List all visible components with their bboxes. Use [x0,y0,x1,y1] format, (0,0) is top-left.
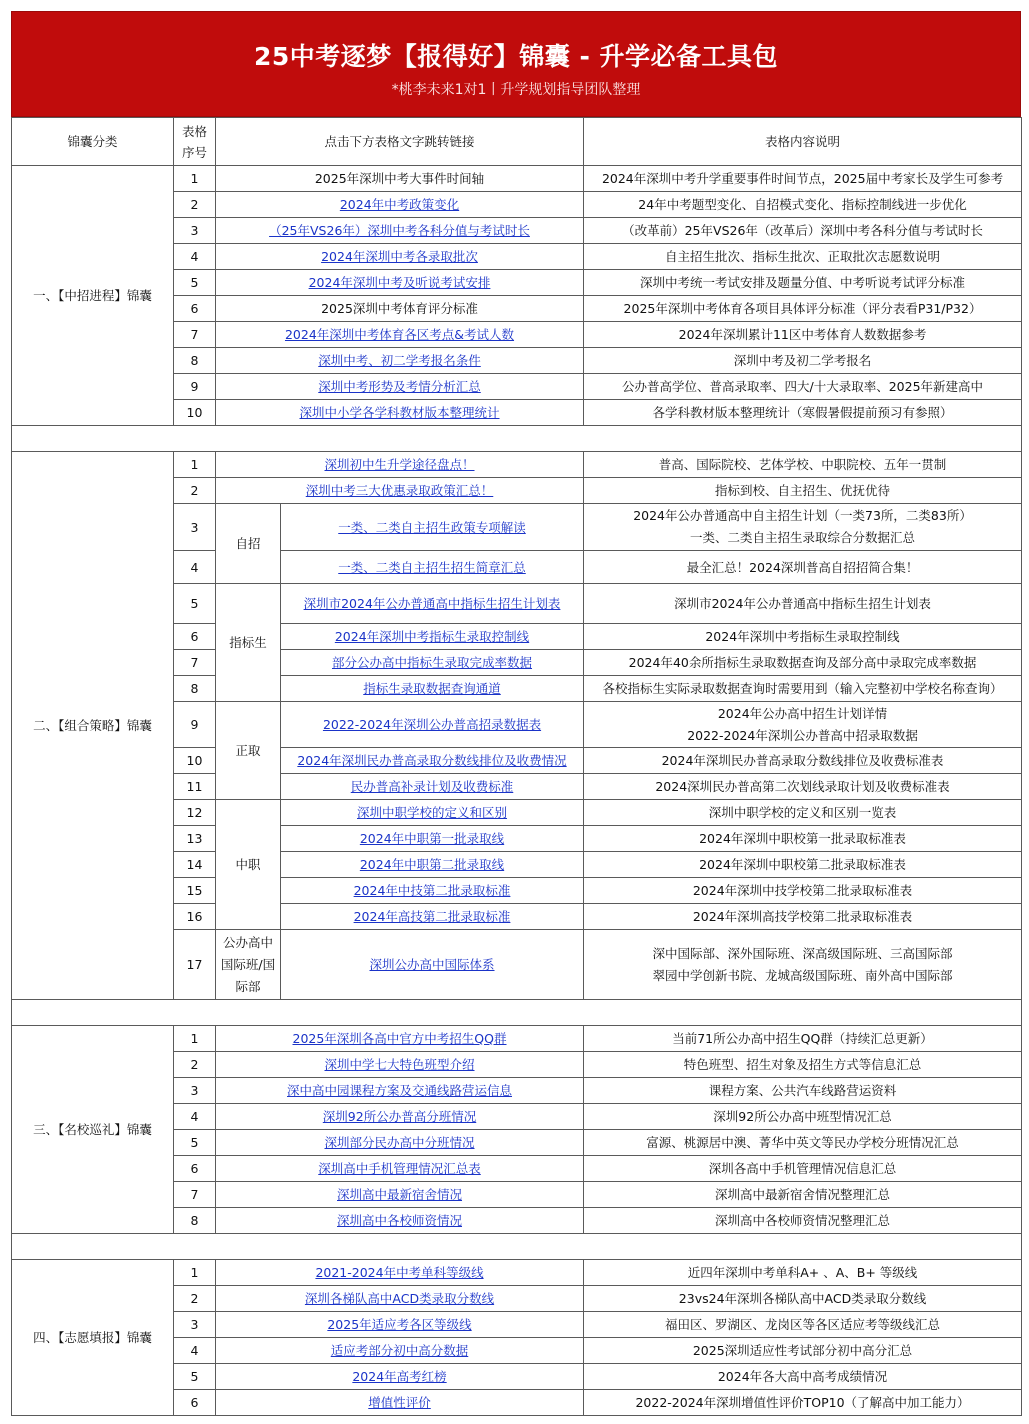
row-number: 3 [174,218,216,244]
row-link-cell [216,1390,584,1416]
row-link-cell [216,1156,584,1182]
row-description: 深圳中职学校的定义和区别一览表 [584,800,1022,826]
row-link-cell [216,270,584,296]
row-description: 2024年40余所指标生录取数据查询及部分高中录取完成率数据 [584,650,1022,676]
row-number: 9 [174,702,216,748]
row-description: 公办普高学位、普高录取率、四大/十大录取率、2025年新建高中 [584,374,1022,400]
row-link[interactable]: 2024年中考政策变化 [339,197,460,212]
row-link-cell [281,702,584,748]
row-number: 3 [174,1078,216,1104]
row-link[interactable]: （25年VS26年）深圳中考各科分值与考试时长 [269,223,530,238]
subcategory-cell: 公办高中国际班/国际部 [216,930,281,1000]
category-cell: 一、【中招进程】锦囊 [12,166,174,426]
row-number: 17 [174,930,216,1000]
row-description [584,930,1022,1000]
row-link-cell [216,1104,584,1130]
header-banner [11,11,1021,117]
row-link[interactable]: 深圳各梯队高中ACD类录取分数线 [304,1291,495,1306]
column-header-category: 锦囊分类 [12,118,174,166]
row-link[interactable]: 2024年中职第二批录取线 [359,857,505,872]
row-link-cell [216,1208,584,1234]
row-link-cell [281,748,584,774]
row-link[interactable]: 深圳高中各校师资情况 [337,1213,463,1228]
row-description: 2024年深圳中职校第二批录取标准表 [584,852,1022,878]
row-description: 特色班型、招生对象及招生方式等信息汇总 [584,1052,1022,1078]
row-link-cell [216,400,584,426]
row-link[interactable]: 民办普高补录计划及收费标准 [350,779,514,794]
row-link[interactable]: 深圳中考、初二学考报名条件 [318,353,481,368]
row-description: 2025年深圳中考体育各项目具体评分标准（评分表看P31/P32） [584,296,1022,322]
row-number: 4 [174,244,216,270]
row-number: 4 [174,551,216,584]
row-number: 6 [174,1390,216,1416]
table-row [12,166,1022,192]
row-link-cell [281,584,584,624]
table-header-row [12,118,1022,166]
row-link[interactable]: 深圳初中生升学途径盘点！ [324,457,475,472]
row-number: 3 [174,1312,216,1338]
row-number: 11 [174,774,216,800]
row-description-line: 2024年公办高中招生计划详情 [717,705,888,721]
row-link[interactable]: 深圳中考三大优惠录取政策汇总！ [305,483,494,498]
row-number: 7 [174,1182,216,1208]
row-number: 6 [174,296,216,322]
row-description: 深圳92所公办高中班型情况汇总 [584,1104,1022,1130]
row-description: 2024年深圳中考指标生录取控制线 [584,624,1022,650]
page-title: 25中考逐梦【报得好】锦囊 - 升学必备工具包 [253,42,779,71]
row-number: 5 [174,1364,216,1390]
row-link-cell [281,904,584,930]
page-subtitle: *桃李未来1对1丨升学规划指导团队整理 [391,82,641,98]
row-number: 3 [174,504,216,551]
row-number: 16 [174,904,216,930]
row-number: 2 [174,192,216,218]
row-link[interactable]: 2024年高考红榜 [352,1369,447,1384]
row-link-cell [216,1182,584,1208]
row-description: 2022-2024年深圳增值性评价TOP10（了解高中加工能力） [584,1390,1022,1416]
row-link[interactable]: 2024年高技第二批录取标准 [353,909,511,924]
row-link-cell [281,504,584,551]
row-link[interactable]: 一类、二类自主招生招生简章汇总 [338,559,526,575]
row-link[interactable]: 深圳高中最新宿舍情况 [337,1187,463,1202]
table-row [12,1260,1022,1286]
row-link[interactable]: 深圳公办高中国际体系 [369,957,495,972]
spreadsheet [11,11,1021,1416]
row-link-cell [216,374,584,400]
row-description-line: 2024年公办普通高中自主招生计划（一类73所，二类83所） [633,508,972,523]
row-description: 深圳高中各校师资情况整理汇总 [584,1208,1022,1234]
category-cell: 二、【组合策略】锦囊 [12,452,174,1000]
row-number: 8 [174,676,216,702]
subcategory-cell: 中职 [216,800,281,930]
row-description: 2024深圳民办普高第二次划线录取计划及收费标准表 [584,774,1022,800]
row-description: 深圳市2024年公办普通高中指标生招生计划表 [584,584,1022,624]
row-description: 2025深圳适应性考试部分初中高分汇总 [584,1338,1022,1364]
row-link-cell [281,774,584,800]
row-link-cell [216,322,584,348]
row-number: 1 [174,452,216,478]
row-number: 15 [174,878,216,904]
row-description-line: 2022-2024年深圳公办普高中招录取数据 [687,727,918,743]
section-spacer [12,426,1022,452]
row-link-cell [216,1260,584,1286]
row-link-cell [216,192,584,218]
row-number: 7 [174,322,216,348]
row-number: 1 [174,166,216,192]
row-description: 富源、桃源居中澳、菁华中英文等民办学校分班情况汇总 [584,1130,1022,1156]
row-link-cell [281,676,584,702]
row-link-cell [216,478,584,504]
category-cell: 三、【名校巡礼】锦囊 [12,1026,174,1234]
row-link[interactable]: 增值性评价 [368,1395,431,1410]
row-number: 2 [174,478,216,504]
row-link[interactable]: 2024年深圳民办普高录取分数线排位及收费情况 [297,753,567,768]
row-number: 2 [174,1052,216,1078]
row-number: 4 [174,1338,216,1364]
row-description: 指标到校、自主招生、优抚优待 [584,478,1022,504]
row-link[interactable]: 2024年深圳中考及听说考试安排 [308,275,491,290]
row-link-cell [281,551,584,584]
row-link-cell [216,1312,584,1338]
row-link[interactable]: 深圳中学七大特色班型介绍 [324,1057,475,1072]
row-description: 各学科教材版本整理统计（寒假暑假提前预习有参照） [584,400,1022,426]
row-number: 4 [174,1104,216,1130]
row-description [584,504,1022,551]
row-description: 深圳高中最新宿舍情况整理汇总 [584,1182,1022,1208]
row-number: 14 [174,852,216,878]
row-link-cell [281,826,584,852]
row-link-cell [216,348,584,374]
row-description: （改革前）25年VS26年（改革后）深圳中考各科分值与考试时长 [584,218,1022,244]
row-link-cell [216,218,584,244]
row-number: 6 [174,1156,216,1182]
row-description-line: 一类、二类自主招生录取综合分数据汇总 [690,530,916,545]
row-number: 12 [174,800,216,826]
row-number: 7 [174,650,216,676]
category-cell: 四、【志愿填报】锦囊 [12,1260,174,1416]
row-link[interactable]: 2024年深圳中考体育各区考点&考试人数 [284,327,515,342]
row-link[interactable]: 深圳中考形势及考情分析汇总 [318,379,481,394]
row-description: 自主招生批次、指标生批次、正取批次志愿数说明 [584,244,1022,270]
row-link-cell [281,930,584,1000]
row-link[interactable]: 部分公办高中指标生录取完成率数据 [332,655,533,670]
row-description: 课程方案、公共汽车线路营运资料 [584,1078,1022,1104]
column-header-desc: 表格内容说明 [584,118,1022,166]
subcategory-cell: 正取 [216,702,281,800]
row-description: 2024年深圳累计11区中考体育人数数据参考 [584,322,1022,348]
row-link-cell [216,452,584,478]
row-number: 1 [174,1026,216,1052]
row-description: 2024年各大高中高考成绩情况 [584,1364,1022,1390]
row-link-cell [216,1078,584,1104]
table-row [12,1026,1022,1052]
row-link-cell [216,1286,584,1312]
row-link[interactable]: 2024年中技第二批录取标准 [353,883,511,898]
row-link-cell [216,1130,584,1156]
row-link-text: 2025深圳中考体育评分标准 [216,296,584,322]
row-link[interactable]: 指标生录取数据查询通道 [363,681,501,696]
row-number: 13 [174,826,216,852]
row-number: 2 [174,1286,216,1312]
row-link-cell [216,1364,584,1390]
row-description: 福田区、罗湖区、龙岗区等各区适应考等级线汇总 [584,1312,1022,1338]
row-number: 8 [174,1208,216,1234]
column-header-number: 表格序号 [174,118,216,166]
row-link[interactable]: 2024年中职第一批录取线 [359,831,505,846]
row-description-line: 深中国际部、深外国际班、深高级国际班、三高国际部 [652,945,953,961]
section-spacer [12,1000,1022,1026]
row-description: 2024年深圳中职校第一批录取标准表 [584,826,1022,852]
row-description: 2024年深圳高技学校第二批录取标准表 [584,904,1022,930]
row-link-text: 2025年深圳中考大事件时间轴 [216,166,584,192]
row-description: 23vs24年深圳各梯队高中ACD类录取分数线 [584,1286,1022,1312]
row-link[interactable]: 深圳中职学校的定义和区别 [357,805,508,820]
row-link[interactable]: 2025年适应考各区等级线 [327,1317,472,1332]
row-link-cell [281,852,584,878]
row-link[interactable]: 适应考部分初中高分数据 [330,1343,469,1358]
row-link-cell [281,800,584,826]
subcategory-cell: 自招 [216,504,281,584]
row-description: 2024年深圳中考升学重要事件时间节点，2025届中考家长及学生可参考 [584,166,1022,192]
row-link[interactable]: 深圳部分民办高中分班情况 [324,1135,475,1150]
row-link[interactable]: 一类、二类自主招生政策专项解读 [338,519,526,535]
row-link-cell [216,244,584,270]
table-row [12,452,1022,478]
row-link[interactable]: 深中高中园课程方案及交通线路营运信息 [287,1083,513,1098]
row-description: 深圳中考统一考试安排及题量分值、中考听说考试评分标准 [584,270,1022,296]
row-link[interactable]: 2021-2024年中考单科等级线 [315,1265,484,1280]
column-header-link: 点击下方表格文字跳转链接 [216,118,584,166]
row-number: 5 [174,1130,216,1156]
row-link[interactable]: 深圳92所公办普高分班情况 [322,1109,477,1124]
row-description: 近四年深圳中考单科A+ 、A、B+ 等级线 [584,1260,1022,1286]
row-number: 6 [174,624,216,650]
row-number: 1 [174,1260,216,1286]
row-description: 各校指标生实际录取数据查询时需要用到（输入完整初中学校名称查询） [584,676,1022,702]
row-link[interactable]: 深圳高中手机管理情况汇总表 [318,1161,481,1176]
row-description: 最全汇总！2024深圳普高自招招简合集！ [584,551,1022,584]
row-description: 2024年深圳中技学校第二批录取标准表 [584,878,1022,904]
row-link[interactable]: 2024年深圳中考指标生录取控制线 [334,629,530,644]
row-number: 10 [174,400,216,426]
row-number: 9 [174,374,216,400]
row-link-cell [281,650,584,676]
row-description: 深圳各高中手机管理情况信息汇总 [584,1156,1022,1182]
row-link[interactable]: 2024年深圳中考各录取批次 [321,249,478,264]
row-number: 8 [174,348,216,374]
row-link[interactable]: 2025年深圳各高中官方中考招生QQ群 [292,1031,507,1046]
row-number: 5 [174,270,216,296]
row-link-cell [281,878,584,904]
row-number: 10 [174,748,216,774]
row-description [584,702,1022,748]
row-description: 深圳中考及初二学考报名 [584,348,1022,374]
row-link[interactable]: 深圳中小学各学科教材版本整理统计 [299,405,500,420]
row-description: 当前71所公办高中招生QQ群（持续汇总更新） [584,1026,1022,1052]
row-link-cell [216,1052,584,1078]
section-spacer [12,1234,1022,1260]
row-link-cell [216,1026,584,1052]
row-description: 24年中考题型变化、自招模式变化、指标控制线进一步优化 [584,192,1022,218]
subcategory-cell: 指标生 [216,584,281,702]
row-link[interactable]: 2022-2024年深圳公办普高招录数据表 [322,717,542,732]
row-description: 普高、国际院校、艺体学校、中职院校、五年一贯制 [584,452,1022,478]
row-link-cell [281,624,584,650]
row-description: 2024年深圳民办普高录取分数线排位及收费标准表 [584,748,1022,774]
row-link[interactable]: 深圳市2024年公办普通高中指标生招生计划表 [303,596,561,611]
toolkit-table [11,117,1022,1416]
row-description-line: 翠园中学创新书院、龙城高级国际班、南外高中国际部 [652,967,953,983]
row-link-cell [216,1338,584,1364]
row-number: 5 [174,584,216,624]
